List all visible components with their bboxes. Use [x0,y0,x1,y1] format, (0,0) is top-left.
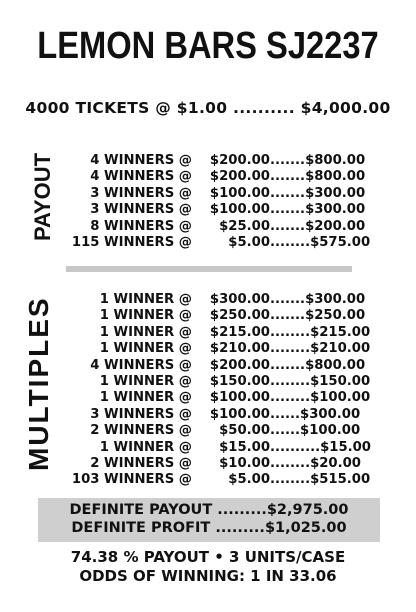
table-row [0,407,416,423]
prize-amount: $5.00 [228,472,270,488]
table-row [0,186,416,202]
prize-amount: $100.00 [209,185,270,201]
prize-amount: $100.00 [209,406,270,422]
row-total: .......$800.00 [270,169,366,185]
prize-amount: $10.00 [219,455,270,471]
definite-profit: DEFINITE PROFIT .........$1,025.00 [71,520,347,536]
table-row [0,325,416,341]
winners-count: 1 WINNER @ [99,390,192,406]
winners-count: 1 WINNER @ [99,373,192,389]
prize-amount: $50.00 [219,423,270,439]
prize-amount: $5.00 [228,234,270,250]
table-row [0,374,416,390]
table-row [0,235,416,251]
winners-count: 4 WINNERS @ [90,357,192,373]
section-divider [66,266,352,272]
row-total: ........$515.00 [270,472,371,488]
tickets-line: 4000 TICKETS @ $1.00 .......... $4,000.00 [25,99,391,117]
winners-count: 1 WINNER @ [99,324,192,340]
row-total: .......$250.00 [270,308,366,324]
row-total: .......$300.00 [270,185,366,201]
winners-count: 1 WINNER @ [99,308,192,324]
prize-amount: $215.00 [209,324,270,340]
prize-amount: $25.00 [219,218,270,234]
winners-count: 2 WINNERS @ [90,423,192,439]
row-total: .......$800.00 [270,153,366,168]
table-row [0,358,416,374]
prize-amount: $150.00 [209,373,270,389]
table-row [0,456,416,472]
winners-count: 103 WINNERS @ [71,472,192,488]
definite-payout: DEFINITE PAYOUT .........$2,975.00 [69,502,349,518]
winners-count: 8 WINNERS @ [90,218,192,234]
multiples-table [0,292,416,489]
table-row [0,202,416,218]
row-total: ......$300.00 [270,406,361,422]
prize-amount: $300.00 [209,292,270,307]
prize-amount: $15.00 [219,439,270,455]
table-row [0,341,416,357]
table-row [0,219,416,235]
table-row [0,169,416,185]
row-total: .......$800.00 [270,357,366,373]
table-row [0,390,416,406]
payout-percent-line: 74.38 % PAYOUT • 3 UNITS/CASE [70,548,346,566]
table-row [0,423,416,439]
table-row [0,292,416,308]
table-row [0,308,416,324]
row-total: ........$210.00 [270,341,371,357]
row-total: ......$100.00 [270,423,361,439]
winners-count: 1 WINNER @ [99,439,192,455]
row-total: .......$200.00 [270,218,366,234]
table-row [0,472,416,488]
winners-count: 4 WINNERS @ [90,169,192,185]
table-row [0,153,416,169]
payout-label: PAYOUT [30,152,55,241]
payout-table [0,153,416,251]
summary-box [38,498,380,542]
winners-count: 1 WINNER @ [99,292,192,307]
winners-count: 3 WINNERS @ [90,185,192,201]
prize-amount: $200.00 [209,153,270,168]
multiples-label: MULTIPLES [23,296,54,471]
prize-amount: $100.00 [209,390,270,406]
row-total: ........$215.00 [270,324,371,340]
prize-amount: $200.00 [209,357,270,373]
winners-count: 1 WINNER @ [99,341,192,357]
row-total: .......$300.00 [270,202,366,218]
winners-count: 3 WINNERS @ [90,406,192,422]
row-total: .......$300.00 [270,292,366,307]
row-total: ..........$15.00 [270,439,371,455]
winners-count: 115 WINNERS @ [71,234,192,250]
prize-amount: $100.00 [209,202,270,218]
odds-line: ODDS OF WINNING: 1 IN 33.06 [79,567,337,585]
winners-count: 2 WINNERS @ [90,455,192,471]
game-title: LEMON BARS SJ2237 [37,25,379,67]
row-total: ........$575.00 [270,234,371,250]
winners-count: 3 WINNERS @ [90,202,192,218]
row-total: ........$20.00 [270,455,361,471]
row-total: ........$150.00 [270,373,371,389]
prize-amount: $200.00 [209,169,270,185]
winners-count: 4 WINNERS @ [90,153,192,168]
row-total: ........$100.00 [270,390,371,406]
prize-amount: $210.00 [209,341,270,357]
table-row [0,440,416,456]
prize-amount: $250.00 [209,308,270,324]
